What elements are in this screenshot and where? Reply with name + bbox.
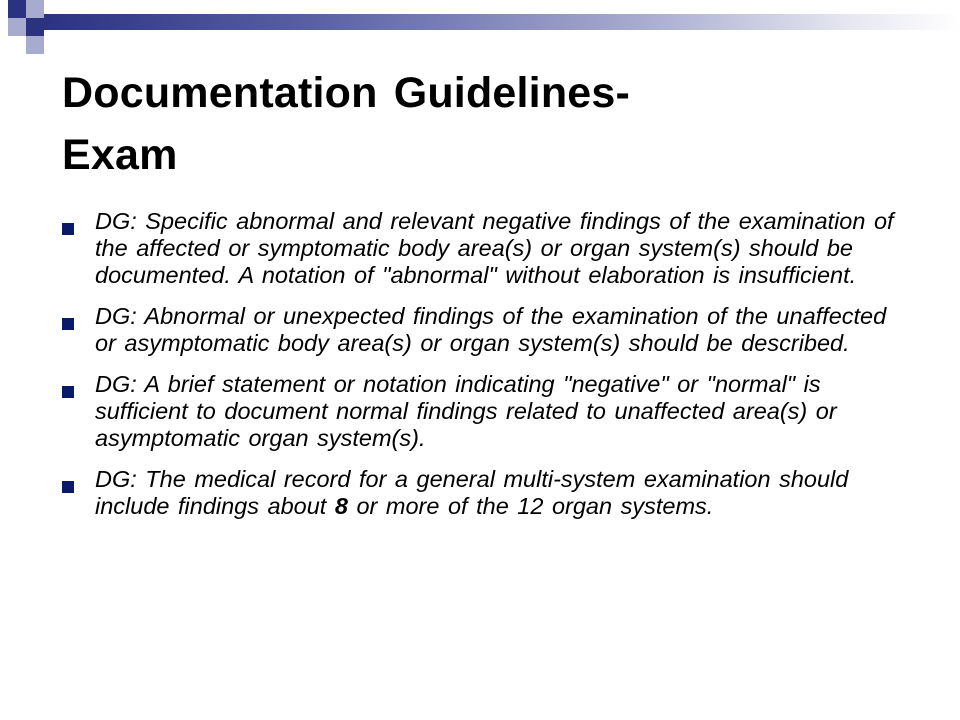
corner-decoration	[0, 0, 80, 60]
corner-square-light	[26, 0, 44, 18]
title-line-2: Exam	[62, 131, 178, 179]
bullet-text: DG: A brief statement or notation indicating "negative" or "normal" is sufficient to document normal findings related to unaffected area(s) or asymptomatic organ system(s).	[95, 371, 837, 451]
bullet-item	[62, 303, 912, 357]
organ-count-number: 8	[334, 493, 348, 519]
corner-square-dark	[8, 0, 26, 18]
corner-square-light	[8, 18, 26, 36]
bullet-list	[62, 208, 912, 534]
title-line-1: Documentation Guidelines-	[62, 69, 631, 117]
bullet-text-end: or more of the 12 organ systems.	[347, 493, 714, 519]
bullet-text: DG: Specific abnormal and relevant negative findings of the examination of the affected or symptomatic body area(s) or organ system(s) should be documented. A notation of "abnormal" without elaboration is insufficient.	[95, 208, 894, 288]
square-bullet-icon	[62, 386, 74, 398]
slide-title	[62, 62, 922, 186]
header-gradient-bar	[44, 14, 960, 30]
bullet-item	[62, 466, 912, 520]
square-bullet-icon	[62, 223, 74, 235]
square-bullet-icon	[62, 318, 74, 330]
bullet-text: DG: Abnormal or unexpected findings of the examination of the unaffected or asymptomatic body area(s) or organ system(s) should be described.	[95, 303, 887, 356]
bullet-text-start: DG: The medical record for a general multi-system examination should include findings about	[95, 466, 849, 519]
corner-square-light	[26, 36, 44, 54]
bullet-item	[62, 371, 912, 452]
corner-square-dark	[26, 18, 44, 36]
square-bullet-icon	[62, 481, 74, 493]
bullet-item	[62, 208, 912, 289]
